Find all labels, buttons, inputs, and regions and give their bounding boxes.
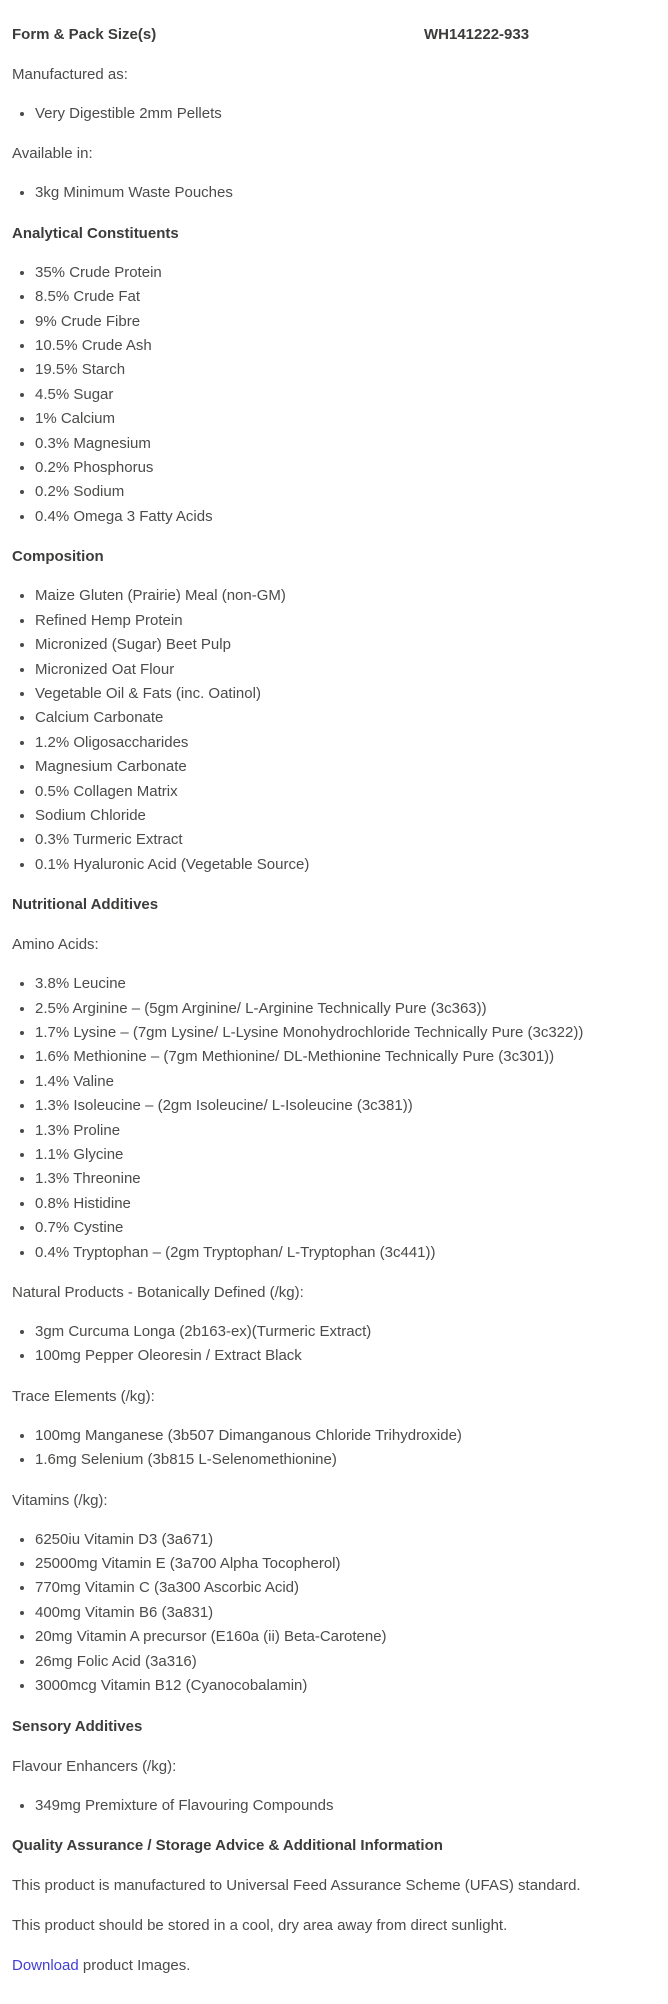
list-item: • Calcium Carbonate bbox=[35, 706, 648, 730]
list-item: • 0.5% Collagen Matrix bbox=[35, 780, 648, 804]
form-pack-heading: Form & Pack Size(s) bbox=[12, 26, 157, 43]
download-line-rest: product Images. bbox=[82, 1956, 191, 1974]
list-item: • Micronized (Sugar) Beet Pulp bbox=[35, 633, 648, 657]
list-item: • 20mg Vitamin A precursor (E160a (ii) Beta-Carotene) bbox=[35, 1625, 648, 1649]
list-item: • 0.3% Magnesium bbox=[35, 432, 648, 456]
list-item: • 400mg Vitamin B6 (3a831) bbox=[35, 1601, 648, 1625]
list-item: • 35% Crude Protein bbox=[35, 261, 648, 285]
analytical-constituents-heading: Analytical Constituents bbox=[12, 224, 179, 242]
list-item: • Vegetable Oil & Fats (inc. Oatinol) bbox=[35, 682, 648, 706]
list-item: • 25000mg Vitamin E (3a700 Alpha Tocopherol) bbox=[35, 1552, 648, 1576]
list-item: • Sodium Chloride bbox=[35, 804, 648, 828]
flavour-enhancers-label: Flavour Enhancers (/kg): bbox=[12, 1757, 177, 1775]
nutritional-additives-heading: Nutritional Additives bbox=[12, 896, 159, 914]
list-item: • 0.1% Hyaluronic Acid (Vegetable Source) bbox=[35, 853, 648, 877]
list-item: • 1.3% Proline bbox=[35, 1119, 648, 1143]
list-item: • 0.3% Turmeric Extract bbox=[35, 828, 648, 852]
list-item: • 8.5% Crude Fat bbox=[35, 285, 648, 309]
product-code: WH141222-933 bbox=[424, 26, 530, 43]
list-item: • Very Digestible 2mm Pellets bbox=[35, 102, 648, 126]
list-item: • 1.3% Isoleucine – (2gm Isoleucine/ L-Isoleucine (3c381)) bbox=[35, 1094, 648, 1118]
vitamins-label: Vitamins (/kg): bbox=[12, 1491, 108, 1509]
manufactured-list bbox=[12, 102, 648, 126]
vitamins-list bbox=[12, 1528, 648, 1699]
list-item: • 1.3% Threonine bbox=[35, 1167, 648, 1191]
list-item: • 1.4% Valine bbox=[35, 1070, 648, 1094]
list-item: • Maize Gluten (Prairie) Meal (non-GM) bbox=[35, 584, 648, 608]
list-item: • Micronized Oat Flour bbox=[35, 658, 648, 682]
list-item: • 100mg Manganese (3b507 Dimanganous Chloride Trihydroxide) bbox=[35, 1424, 648, 1448]
list-item: • 1% Calcium bbox=[35, 407, 648, 431]
list-item: • 0.7% Cystine bbox=[35, 1216, 648, 1240]
list-item: • 0.4% Tryptophan – (2gm Tryptophan/ L-Tryptophan (3c441)) bbox=[35, 1241, 648, 1265]
ufas-statement: This product is manufactured to Universal Feed Assurance Scheme (UFAS) standard. bbox=[12, 1876, 581, 1894]
list-item: • 3000mcg Vitamin B12 (Cyanocobalamin) bbox=[35, 1674, 648, 1698]
list-item: • 6250iu Vitamin D3 (3a671) bbox=[35, 1528, 648, 1552]
list-item: • 19.5% Starch bbox=[35, 358, 648, 382]
list-item: • 0.2% Phosphorus bbox=[35, 456, 648, 480]
amino-acids-label: Amino Acids: bbox=[12, 936, 99, 954]
list-item: • 9% Crude Fibre bbox=[35, 310, 648, 334]
composition-list bbox=[12, 584, 648, 877]
list-item: • 3kg Minimum Waste Pouches bbox=[35, 181, 648, 205]
list-item: • 0.8% Histidine bbox=[35, 1192, 648, 1216]
flavour-enhancers-list bbox=[12, 1794, 648, 1818]
list-item: • 3gm Curcuma Longa (2b163-ex)(Turmeric Extract) bbox=[35, 1320, 648, 1344]
storage-statement: This product should be stored in a cool, dry area away from direct sunlight. bbox=[12, 1916, 508, 1934]
natural-products-list bbox=[12, 1320, 648, 1369]
natural-products-label: Natural Products - Botanically Defined (/kg): bbox=[12, 1284, 304, 1302]
available-in-label: Available in: bbox=[12, 145, 93, 163]
list-item: • 2.5% Arginine – (5gm Arginine/ L-Arginine Technically Pure (3c363)) bbox=[35, 997, 648, 1021]
list-item: • 1.6% Methionine – (7gm Methionine/ DL-Methionine Technically Pure (3c301)) bbox=[35, 1045, 648, 1069]
list-item: • 1.1% Glycine bbox=[35, 1143, 648, 1167]
manufactured-as-label: Manufactured as: bbox=[12, 66, 128, 83]
list-item: • 0.2% Sodium bbox=[35, 480, 648, 504]
download-line bbox=[12, 1953, 648, 1978]
list-item: • 770mg Vitamin C (3a300 Ascorbic Acid) bbox=[35, 1576, 648, 1600]
available-list bbox=[12, 181, 648, 205]
list-item: • 10.5% Crude Ash bbox=[35, 334, 648, 358]
list-item: • 1.7% Lysine – (7gm Lysine/ L-Lysine Monohydrochloride Technically Pure (3c322)) bbox=[35, 1021, 648, 1045]
composition-heading: Composition bbox=[12, 548, 104, 566]
download-link[interactable]: Download bbox=[12, 1956, 79, 1974]
list-item: • 4.5% Sugar bbox=[35, 383, 648, 407]
list-item: • 100mg Pepper Oleoresin / Extract Black bbox=[35, 1344, 648, 1368]
list-item: • 1.6mg Selenium (3b815 L-Selenomethionine) bbox=[35, 1448, 648, 1472]
list-item: • 3.8% Leucine bbox=[35, 972, 648, 996]
form-pack-header-row bbox=[12, 22, 648, 47]
product-spec-document bbox=[12, 22, 648, 1978]
trace-elements-list bbox=[12, 1424, 648, 1473]
amino-acids-list bbox=[12, 972, 648, 1265]
list-item: • 349mg Premixture of Flavouring Compounds bbox=[35, 1794, 648, 1818]
trace-elements-label: Trace Elements (/kg): bbox=[12, 1387, 155, 1405]
list-item: • Refined Hemp Protein bbox=[35, 609, 648, 633]
analytical-constituents-list bbox=[12, 261, 648, 529]
list-item: • 26mg Folic Acid (3a316) bbox=[35, 1650, 648, 1674]
list-item: • 1.2% Oligosaccharides bbox=[35, 731, 648, 755]
quality-assurance-heading: Quality Assurance / Storage Advice & Additional Information bbox=[12, 1836, 443, 1854]
list-item: • Magnesium Carbonate bbox=[35, 755, 648, 779]
sensory-additives-heading: Sensory Additives bbox=[12, 1717, 143, 1735]
list-item: • 0.4% Omega 3 Fatty Acids bbox=[35, 505, 648, 529]
